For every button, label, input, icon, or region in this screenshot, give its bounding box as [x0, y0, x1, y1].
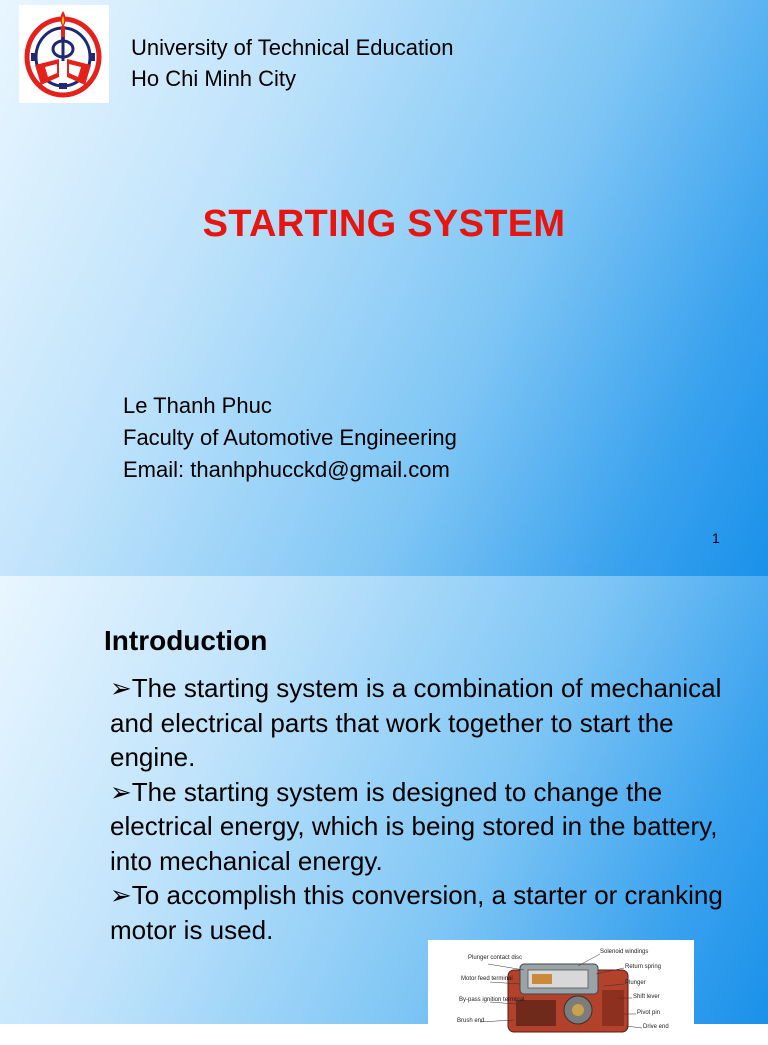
author-email: Email: thanhphucckd@gmail.com [123, 457, 450, 482]
bullet-item [110, 671, 750, 775]
bullet-text: The starting system is a combination of mechanical and electrical parts that work together to start the engine. [110, 673, 722, 772]
university-line-1: University of Technical Education [131, 35, 454, 60]
figure-label: Pivot pin [637, 1010, 661, 1016]
figure-label: Brush end [457, 1018, 485, 1024]
author-faculty: Faculty of Automotive Engineering [123, 425, 457, 450]
section-heading: Introduction [104, 625, 268, 656]
figure-label: Return spring [625, 964, 662, 970]
university-logo-icon [19, 5, 109, 103]
bullet-text: To accomplish this conversion, a starter or cranking motor is used. [110, 880, 723, 945]
bullet-list [110, 671, 750, 947]
bullet-text: The starting system is designed to change the electrical energy, which is being stored in the battery, into mechanical energy. [110, 776, 718, 876]
author-block [123, 390, 457, 486]
figure-label: Motor feed terminal [461, 976, 513, 982]
bullet-item [110, 775, 750, 879]
bullet-arrow-icon: ➢ [110, 673, 132, 703]
bullet-arrow-icon: ➢ [110, 776, 132, 807]
figure-label: Plunger [625, 980, 646, 986]
author-name: Le Thanh Phuc [123, 393, 272, 418]
bullet-item [110, 878, 750, 947]
slide-title: STARTING SYSTEM [202, 203, 566, 245]
introduction-slide [0, 576, 768, 1030]
university-line-2: Ho Chi Minh City [131, 66, 297, 91]
page-number: 1 [712, 530, 720, 546]
figure-label: Solenoid windings [600, 949, 649, 955]
figure-label: Drive end [643, 1024, 669, 1030]
figure-label: By-pass ignition terminal [459, 997, 525, 1003]
university-name [131, 32, 453, 94]
university-logo [19, 5, 109, 103]
starter-motor-diagram [428, 940, 694, 1040]
figure-label: Plunger contact disc [468, 955, 523, 961]
bullet-arrow-icon: ➢ [110, 880, 132, 910]
figure-label: Shift lever [633, 994, 660, 1000]
